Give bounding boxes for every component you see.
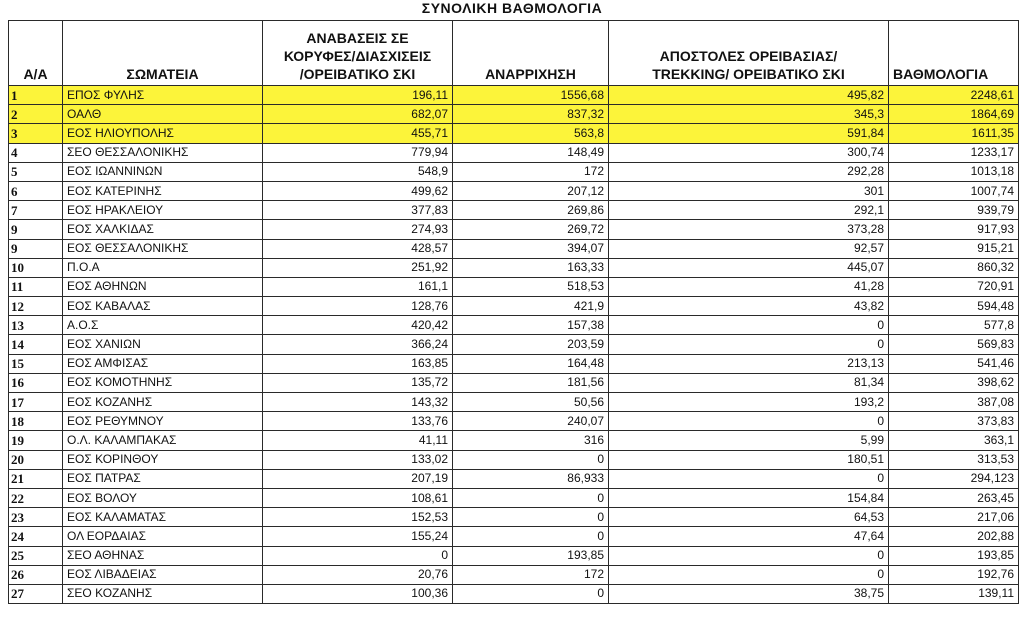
cell-expeditions: 154,84 (609, 488, 889, 507)
table-row (9, 162, 1019, 181)
cell-rank: 4 (9, 143, 63, 162)
table-row (9, 124, 1019, 143)
cell-score: 1611,35 (889, 124, 1019, 143)
cell-expeditions: 81,34 (609, 373, 889, 392)
cell-ascents: 155,24 (263, 527, 453, 546)
cell-ascents: 100,36 (263, 584, 453, 603)
table-row (9, 297, 1019, 316)
cell-climbing: 86,933 (453, 469, 609, 488)
cell-score: 917,93 (889, 220, 1019, 239)
cell-club: Π.Ο.Α (63, 258, 263, 277)
cell-rank: 11 (9, 277, 63, 296)
cell-expeditions: 0 (609, 316, 889, 335)
cell-rank: 3 (9, 124, 63, 143)
cell-club: ΕΟΣ ΑΘΗΝΩΝ (63, 277, 263, 296)
table-row (9, 412, 1019, 431)
cell-club: ΕΟΣ ΑΜΦΙΣΑΣ (63, 354, 263, 373)
cell-club: ΕΟΣ ΚΟΡΙΝΘΟΥ (63, 450, 263, 469)
cell-ascents: 108,61 (263, 488, 453, 507)
cell-club: ΕΟΣ ΒΟΛΟΥ (63, 488, 263, 507)
cell-ascents: 163,85 (263, 354, 453, 373)
cell-score: 217,06 (889, 508, 1019, 527)
cell-climbing: 207,12 (453, 181, 609, 200)
cell-climbing: 181,56 (453, 373, 609, 392)
cell-rank: 1 (9, 86, 63, 105)
cell-club: Ο.Λ. ΚΑΛΑΜΠΑΚΑΣ (63, 431, 263, 450)
table-row (9, 239, 1019, 258)
cell-expeditions: 445,07 (609, 258, 889, 277)
table-row (9, 335, 1019, 354)
cell-score: 541,46 (889, 354, 1019, 373)
table-row (9, 86, 1019, 105)
cell-climbing: 269,86 (453, 201, 609, 220)
cell-climbing: 0 (453, 584, 609, 603)
cell-ascents: 128,76 (263, 297, 453, 316)
cell-score: 1864,69 (889, 105, 1019, 124)
cell-climbing: 0 (453, 508, 609, 527)
cell-club: ΣΕΟ ΘΕΣΣΑΛΟΝΙΚΗΣ (63, 143, 263, 162)
cell-climbing: 203,59 (453, 335, 609, 354)
cell-ascents: 428,57 (263, 239, 453, 258)
cell-club: ΕΟΣ ΠΑΤΡΑΣ (63, 469, 263, 488)
cell-rank: 19 (9, 431, 63, 450)
ranking-table (8, 20, 1019, 604)
header-climbing: ΑΝΑΡΡΙΧΗΣΗ (453, 21, 609, 86)
cell-expeditions: 0 (609, 546, 889, 565)
cell-expeditions: 292,1 (609, 201, 889, 220)
cell-ascents: 207,19 (263, 469, 453, 488)
cell-rank: 10 (9, 258, 63, 277)
cell-score: 387,08 (889, 393, 1019, 412)
cell-climbing: 0 (453, 450, 609, 469)
cell-rank: 2 (9, 105, 63, 124)
table-row (9, 201, 1019, 220)
cell-expeditions: 41,28 (609, 277, 889, 296)
table-row (9, 143, 1019, 162)
cell-expeditions: 92,57 (609, 239, 889, 258)
cell-rank: 22 (9, 488, 63, 507)
header-aa: Α/Α (9, 21, 63, 86)
header-ascents-line: ΑΝΑΒΑΣΕΙΣ ΣΕ (306, 30, 409, 46)
cell-rank: 6 (9, 181, 63, 200)
table-row (9, 488, 1019, 507)
cell-club: ΕΟΣ ΘΕΣΣΑΛΟΝΙΚΗΣ (63, 239, 263, 258)
cell-score: 860,32 (889, 258, 1019, 277)
cell-score: 569,83 (889, 335, 1019, 354)
cell-score: 263,45 (889, 488, 1019, 507)
page-title: ΣΥΝΟΛΙΚΗ ΒΑΘΜΟΛΟΓΙΑ (421, 0, 603, 16)
cell-expeditions: 180,51 (609, 450, 889, 469)
header-expeditions (609, 21, 889, 86)
cell-expeditions: 38,75 (609, 584, 889, 603)
cell-climbing: 837,32 (453, 105, 609, 124)
table-row (9, 316, 1019, 335)
cell-expeditions: 300,74 (609, 143, 889, 162)
cell-score: 1233,17 (889, 143, 1019, 162)
cell-rank: 9 (9, 220, 63, 239)
cell-ascents: 499,62 (263, 181, 453, 200)
table-row (9, 565, 1019, 584)
cell-ascents: 548,9 (263, 162, 453, 181)
cell-score: 373,83 (889, 412, 1019, 431)
cell-expeditions: 591,84 (609, 124, 889, 143)
cell-climbing: 164,48 (453, 354, 609, 373)
header-club: ΣΩΜΑΤΕΙΑ (63, 21, 263, 86)
cell-ascents: 133,76 (263, 412, 453, 431)
cell-climbing: 172 (453, 162, 609, 181)
table-row (9, 527, 1019, 546)
cell-rank: 27 (9, 584, 63, 603)
cell-club: ΟΛ ΕΟΡΔΑΙΑΣ (63, 527, 263, 546)
cell-rank: 23 (9, 508, 63, 527)
cell-club: ΣΕΟ ΑΘΗΝΑΣ (63, 546, 263, 565)
cell-score: 939,79 (889, 201, 1019, 220)
cell-rank: 14 (9, 335, 63, 354)
cell-expeditions: 345,3 (609, 105, 889, 124)
cell-ascents: 161,1 (263, 277, 453, 296)
header-row (9, 21, 1019, 86)
cell-ascents: 455,71 (263, 124, 453, 143)
cell-climbing: 518,53 (453, 277, 609, 296)
cell-climbing: 1556,68 (453, 86, 609, 105)
cell-rank: 17 (9, 393, 63, 412)
table-row (9, 508, 1019, 527)
cell-climbing: 163,33 (453, 258, 609, 277)
cell-climbing: 563,8 (453, 124, 609, 143)
table-row (9, 220, 1019, 239)
cell-club: ΕΟΣ ΚΟΜΟΤΗΝΗΣ (63, 373, 263, 392)
cell-club: ΣΕΟ ΚΟΖΑΝΗΣ (63, 584, 263, 603)
cell-score: 1007,74 (889, 181, 1019, 200)
cell-rank: 7 (9, 201, 63, 220)
cell-score: 192,76 (889, 565, 1019, 584)
cell-expeditions: 64,53 (609, 508, 889, 527)
cell-score: 1013,18 (889, 162, 1019, 181)
header-ascents-line: /ΟΡΕΙΒΑΤΙΚΟ ΣΚΙ (299, 66, 416, 82)
cell-rank: 15 (9, 354, 63, 373)
cell-ascents: 41,11 (263, 431, 453, 450)
cell-climbing: 172 (453, 565, 609, 584)
cell-expeditions: 495,82 (609, 86, 889, 105)
cell-club: ΕΟΣ ΧΑΝΙΩΝ (63, 335, 263, 354)
table-row (9, 373, 1019, 392)
cell-rank: 13 (9, 316, 63, 335)
cell-club: ΕΟΣ ΚΑΒΑΛΑΣ (63, 297, 263, 316)
header-ascents-line: ΚΟΡΥΦΕΣ/ΔΙΑΣΧΙΣΕΙΣ (283, 48, 432, 64)
cell-expeditions: 0 (609, 469, 889, 488)
cell-ascents: 366,24 (263, 335, 453, 354)
cell-ascents: 377,83 (263, 201, 453, 220)
cell-club: ΕΟΣ ΚΑΤΕΡΙΝΗΣ (63, 181, 263, 200)
cell-score: 398,62 (889, 373, 1019, 392)
cell-rank: 12 (9, 297, 63, 316)
cell-score: 363,1 (889, 431, 1019, 450)
cell-score: 2248,61 (889, 86, 1019, 105)
cell-climbing: 240,07 (453, 412, 609, 431)
cell-ascents: 251,92 (263, 258, 453, 277)
cell-climbing: 316 (453, 431, 609, 450)
cell-score: 294,123 (889, 469, 1019, 488)
cell-score: 577,8 (889, 316, 1019, 335)
cell-ascents: 682,07 (263, 105, 453, 124)
table-body (9, 86, 1019, 604)
cell-ascents: 0 (263, 546, 453, 565)
cell-expeditions: 0 (609, 335, 889, 354)
cell-score: 193,85 (889, 546, 1019, 565)
cell-ascents: 133,02 (263, 450, 453, 469)
cell-club: ΟΑΛΘ (63, 105, 263, 124)
table-row (9, 105, 1019, 124)
cell-score: 720,91 (889, 277, 1019, 296)
cell-club: ΕΟΣ ΗΡΑΚΛΕΙΟΥ (63, 201, 263, 220)
cell-climbing: 0 (453, 527, 609, 546)
cell-climbing: 269,72 (453, 220, 609, 239)
cell-score: 594,48 (889, 297, 1019, 316)
cell-rank: 16 (9, 373, 63, 392)
cell-expeditions: 193,2 (609, 393, 889, 412)
cell-expeditions: 5,99 (609, 431, 889, 450)
cell-rank: 21 (9, 469, 63, 488)
table-row (9, 258, 1019, 277)
cell-ascents: 420,42 (263, 316, 453, 335)
cell-club: ΕΟΣ ΚΑΛΑΜΑΤΑΣ (63, 508, 263, 527)
cell-rank: 24 (9, 527, 63, 546)
table-row (9, 431, 1019, 450)
cell-score: 202,88 (889, 527, 1019, 546)
cell-club: ΕΟΣ ΛΙΒΑΔΕΙΑΣ (63, 565, 263, 584)
header-score: ΒΑΘΜΟΛΟΓΙΑ (889, 21, 1019, 86)
cell-expeditions: 213,13 (609, 354, 889, 373)
table-row (9, 181, 1019, 200)
cell-expeditions: 373,28 (609, 220, 889, 239)
cell-climbing: 157,38 (453, 316, 609, 335)
cell-ascents: 143,32 (263, 393, 453, 412)
cell-rank: 18 (9, 412, 63, 431)
table-row (9, 584, 1019, 603)
cell-climbing: 421,9 (453, 297, 609, 316)
cell-club: ΕΠΟΣ ΦΥΛΗΣ (63, 86, 263, 105)
cell-climbing: 193,85 (453, 546, 609, 565)
cell-club: ΕΟΣ ΚΟΖΑΝΗΣ (63, 393, 263, 412)
cell-ascents: 274,93 (263, 220, 453, 239)
header-ascents (263, 21, 453, 86)
cell-score: 139,11 (889, 584, 1019, 603)
cell-rank: 9 (9, 239, 63, 258)
cell-score: 915,21 (889, 239, 1019, 258)
cell-ascents: 779,94 (263, 143, 453, 162)
cell-climbing: 0 (453, 488, 609, 507)
cell-climbing: 394,07 (453, 239, 609, 258)
cell-climbing: 148,49 (453, 143, 609, 162)
table-row (9, 546, 1019, 565)
table-row (9, 354, 1019, 373)
cell-score: 313,53 (889, 450, 1019, 469)
cell-expeditions: 0 (609, 565, 889, 584)
cell-expeditions: 0 (609, 412, 889, 431)
cell-expeditions: 43,82 (609, 297, 889, 316)
cell-rank: 5 (9, 162, 63, 181)
cell-club: ΕΟΣ ΡΕΘΥΜΝΟΥ (63, 412, 263, 431)
cell-club: ΕΟΣ ΗΛΙΟΥΠΟΛΗΣ (63, 124, 263, 143)
cell-ascents: 152,53 (263, 508, 453, 527)
cell-expeditions: 301 (609, 181, 889, 200)
table-row (9, 393, 1019, 412)
table-row (9, 277, 1019, 296)
table-row (9, 450, 1019, 469)
cell-rank: 26 (9, 565, 63, 584)
cell-climbing: 50,56 (453, 393, 609, 412)
cell-rank: 25 (9, 546, 63, 565)
cell-club: ΕΟΣ ΧΑΛΚΙΔΑΣ (63, 220, 263, 239)
table-row (9, 469, 1019, 488)
header-expeditions-line: TREKKING/ ΟΡΕΙΒΑΤΙΚΟ ΣΚΙ (652, 66, 845, 82)
cell-club: ΕΟΣ ΙΩΑΝΝΙΝΩΝ (63, 162, 263, 181)
cell-expeditions: 292,28 (609, 162, 889, 181)
cell-ascents: 196,11 (263, 86, 453, 105)
cell-ascents: 135,72 (263, 373, 453, 392)
cell-rank: 20 (9, 450, 63, 469)
cell-ascents: 20,76 (263, 565, 453, 584)
cell-expeditions: 47,64 (609, 527, 889, 546)
header-expeditions-line: ΑΠΟΣΤΟΛΕΣ ΟΡΕΙΒΑΣΙΑΣ/ (659, 48, 838, 64)
cell-club: Α.Ο.Σ (63, 316, 263, 335)
